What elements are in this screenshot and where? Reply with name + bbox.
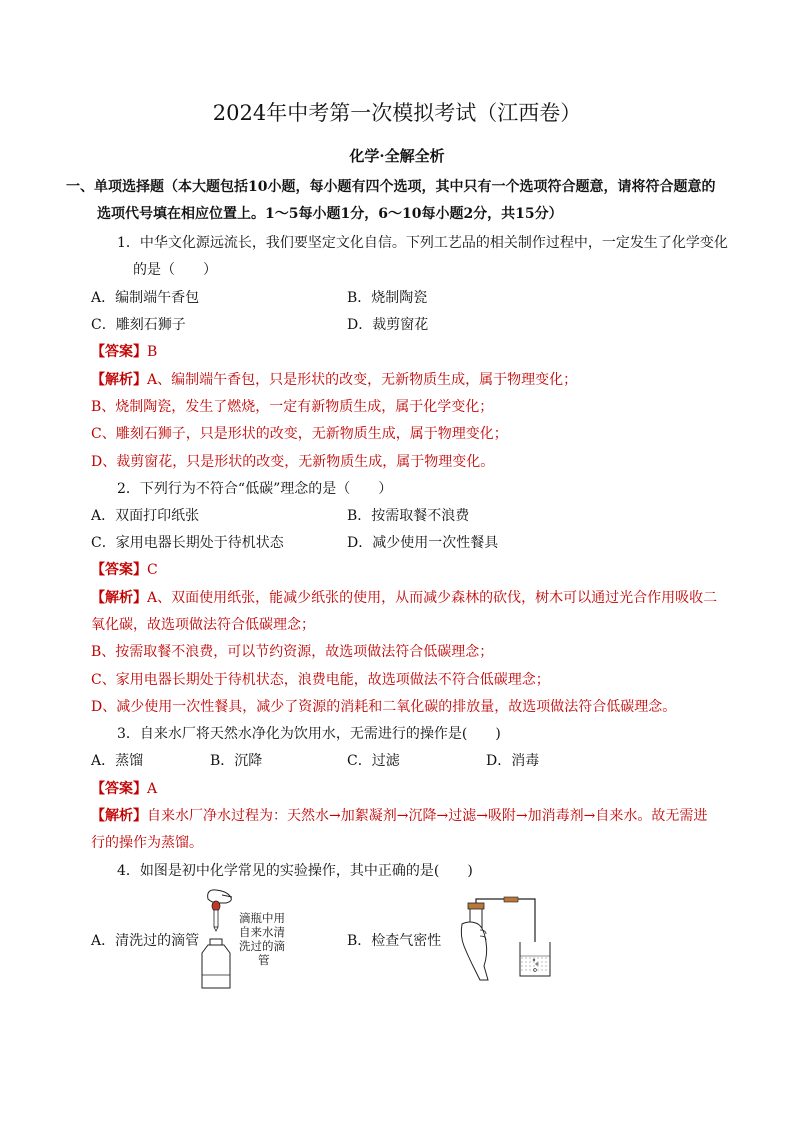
q2-explanation-line2: B、按需取餐不浪费，可以节约资源，故选项做法符合低碳理念； xyxy=(91,644,494,660)
q2-explanation-line3: C、家用电器长期处于待机状态，浪费电能，故选项做法不符合低碳理念； xyxy=(91,672,550,688)
q1-option-d: D．裁剪窗花 xyxy=(347,317,429,333)
explanation-tag: 【解析】 xyxy=(91,590,147,606)
answer-tag: 【答案】 xyxy=(91,562,147,578)
section-heading-line2: 选项代号填在相应位置上。1～5每小题1分，6～10每小题2分，共15分） xyxy=(97,206,563,222)
figure-a-label-line3: 洗过的滴 xyxy=(239,939,285,953)
q1-explanation-line4: D、裁剪窗花，只是形状的改变，无新物质生成，属于物理变化。 xyxy=(91,454,495,470)
q1-explanation-line2: B、烧制陶瓷，发生了燃烧，一定有新物质生成，属于化学变化； xyxy=(91,399,494,415)
explanation-text: A、双面使用纸张，能减少纸张的使用，从而减少森林的砍伐，树木可以通过光合作用吸收二 xyxy=(147,590,718,606)
q3-explanation-line1 xyxy=(91,807,707,825)
explanation-text: 自来水厂净水过程为：天然水→加絮凝剂→沉降→过滤→吸附→加消毒剂→自来水。故无需进 xyxy=(147,808,708,824)
figure-a-label-line1: 滴瓶中用 xyxy=(239,911,285,925)
figure-a-label-line4: 管 xyxy=(258,953,270,967)
q2-stem: 2．下列行为不符合“低碳”理念的是（ ） xyxy=(117,481,393,497)
q2-answer xyxy=(91,561,158,579)
q2-option-d: D．减少使用一次性餐具 xyxy=(347,535,499,551)
explanation-tag: 【解析】 xyxy=(91,808,147,824)
answer-value: C xyxy=(147,562,158,578)
answer-value: B xyxy=(147,344,158,360)
q3-option-c: C．过滤 xyxy=(347,753,400,769)
q4-stem: 4．如图是初中化学常见的实验操作，其中正确的是( ) xyxy=(117,863,473,879)
airtightness-check-illustration xyxy=(440,896,560,981)
q4-option-a: A．清洗过的滴管 xyxy=(91,933,200,949)
q4-option-b: B．检查气密性 xyxy=(347,933,442,949)
answer-tag: 【答案】 xyxy=(91,344,147,360)
explanation-text: A、编制端午香包，只是形状的改变，无新物质生成，属于物理变化； xyxy=(147,372,578,388)
q3-option-b: B．沉降 xyxy=(210,753,263,769)
q2-explanation-line1b: 氧化碳，故选项做法符合低碳理念； xyxy=(91,617,315,633)
q2-explanation-line4: D、减少使用一次性餐具，减少了资源的消耗和二氧化碳的排放量，故选项做法符合低碳理念。 xyxy=(91,699,677,715)
q3-stem: 3．自来水厂将天然水净化为饮用水，无需进行的操作是( ) xyxy=(117,726,501,742)
q1-option-c: C．雕刻石狮子 xyxy=(91,317,186,333)
q1-stem-line2: 的是（ ） xyxy=(133,262,217,278)
q1-option-b: B．烧制陶瓷 xyxy=(347,290,428,306)
page-subtitle: 化学·全解全析 xyxy=(349,147,445,165)
q2-option-b: B．按需取餐不浪费 xyxy=(347,508,470,524)
q1-stem-line1: 1．中华文化源远流长，我们要坚定文化自信。下列工艺品的相关制作过程中，一定发生了化学变化 xyxy=(117,235,728,251)
q2-option-a: A．双面打印纸张 xyxy=(91,508,200,524)
section-heading-line1: 一、单项选择题（本大题包括10小题，每小题有四个选项，其中只有一个选项符合题意，请将符合题意的 xyxy=(66,179,716,195)
figure-a-label-line2: 自来水清 xyxy=(239,925,285,939)
q2-explanation-line1 xyxy=(91,589,717,607)
page-title: 2024年中考第一次模拟考试（江西卷） xyxy=(212,101,582,125)
answer-tag: 【答案】 xyxy=(91,781,147,797)
explanation-tag: 【解析】 xyxy=(91,372,147,388)
q3-answer xyxy=(91,780,157,798)
q2-option-c: C．家用电器长期处于待机状态 xyxy=(91,535,284,551)
q1-explanation-line3: C、雕刻石狮子，只是形状的改变，无新物质生成，属于物理变化； xyxy=(91,426,508,442)
q3-option-d: D．消毒 xyxy=(486,753,540,769)
q3-explanation-line2: 行的操作为蒸馏。 xyxy=(91,835,203,851)
q1-answer xyxy=(91,343,157,361)
q3-option-a: A．蒸馏 xyxy=(91,753,144,769)
q1-option-a: A．编制端午香包 xyxy=(91,290,200,306)
dropper-bottle-illustration xyxy=(192,887,242,992)
q1-explanation-line1 xyxy=(91,371,577,389)
answer-value: A xyxy=(147,781,158,797)
